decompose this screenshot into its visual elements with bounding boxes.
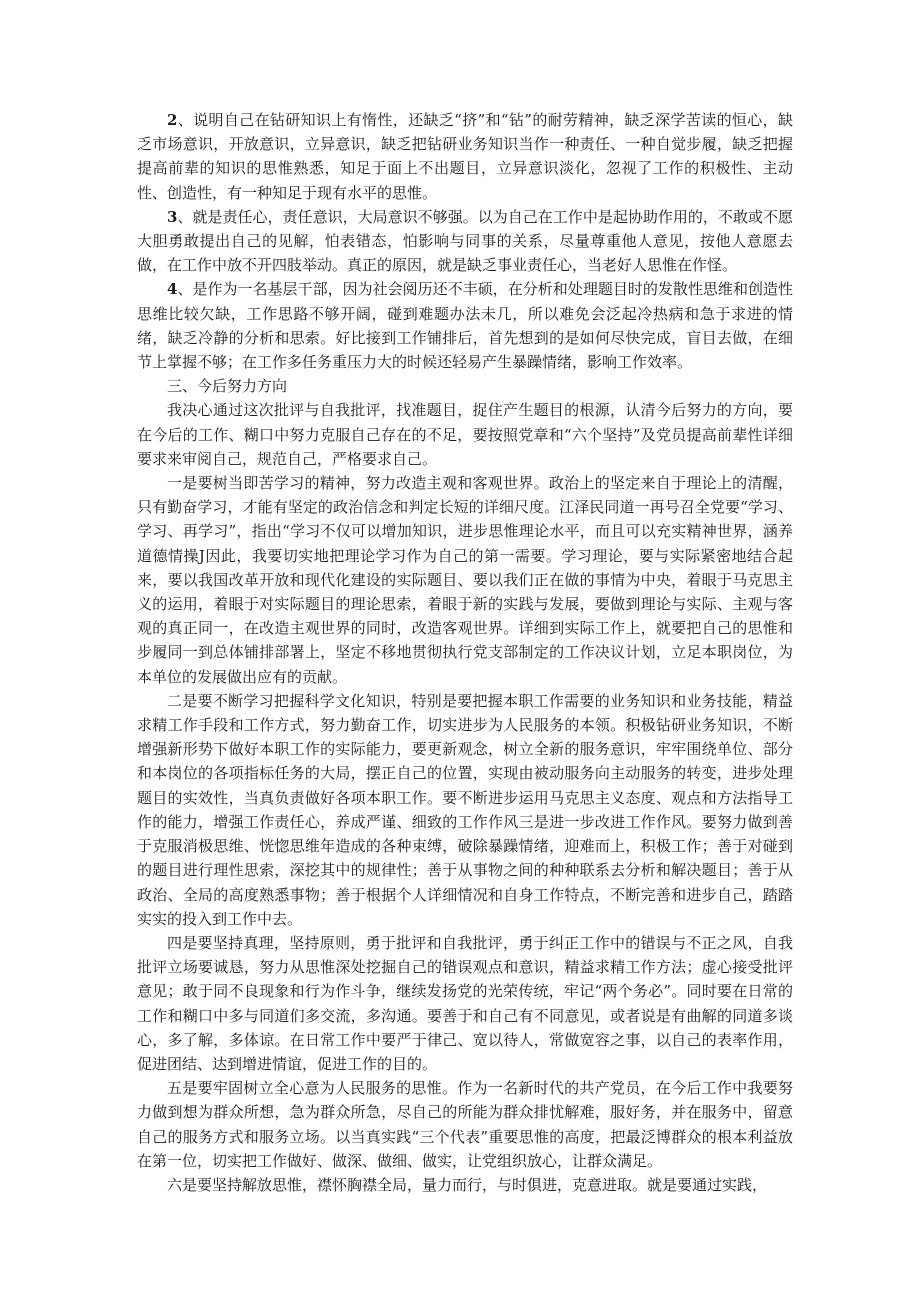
list-item-4 bbox=[137, 277, 793, 374]
list-item-2 bbox=[137, 108, 793, 205]
paragraph-five: 五是要牢固树立全心意为人民服务的思惟。作为一名新时代的共产党员，在今后工作中我要努力做到想为群众所想，急为群众所急，尽自己的所能为群众排忧解难，服好务，并在服务中，留意自己的服务方式和服务立场。以当真实践“三个代表”重要思惟的高度，把最泛博群众的根本利益放在第一位，切实把工作做好、做深、做细、做实，让党组织放心，让群众满足。 bbox=[137, 1079, 793, 1170]
item-text: 、说明自己在钻研知识上有惰性，还缺乏“挤”和“钻”的耐劳精神，缺乏深学苦读的恒心，缺乏市场意识，开放意识，立异意识，缺乏把钻研业务知识当作一种责任、一种自觉步履，缺乏把握提高前辈的知识的思惟熟悉，知足于面上不出题目，立异意识淡化，忽视了工作的积极性、主动性、创造性，有一种知足于现有水平的思惟。 bbox=[137, 111, 793, 202]
paragraph-one: 一是要树当即苦学习的精神，努力改造主观和客观世界。政治上的坚定来自于理论上的清醒，只有勤奋学习，才能有坚定的政治信念和判定长短的详细尺度。江泽民同道一再号召全党要“学习、学习、再学习”，指出“学习不仅可以增加知识，进步思惟理论水平，而且可以充实精神世界，涵养道德情操J因此，我要切实地把理论学习作为自己的第一需要。学习理论，要与实际紧密地结合起来，要以我国改革开放和现代化建设的实际题目、要以我们正在做的事情为中央，着眼于马克思主义的运用，着眼于对实际题目的理论思索，着眼于新的实践与发展，要做到理论与实际、主观与客观的真正同一，在改造主观世界的同时，改造客观世界。详细到实际工作上，就要把自己的思惟和步履同一到总体铺排部署上，坚定不移地贯彻执行党支部制定的工作决议计划，立足本职岗位，为本单位的发展做出应有的贡献。 bbox=[137, 474, 793, 686]
paragraph-two: 二是要不断学习把握科学文化知识，特别是要把握本职工作需要的业务知识和业务技能，精益求精工作手段和工作方式，努力勤奋工作，切实进步为人民服务的本领。积极钻研业务知识，不断增强新形势下做好本职工作的实际能力，要更新观念，树立全新的服务意识，牢牢围绕单位、部分和本岗位的各项指标任务的大局，摆正自己的位置，实现由被动服务向主动服务的转变，进步处理题目的实效性，当真负责做好各项本职工作。要不断进步运用马克思主义态度、观点和方法指导工作的能力，增强工作责任心，养成严谨、细致的工作作风三是进一步改进工作作风。要努力做到善于克服消极思维、恍惚思维年造成的各种束缚，破除暴躁情绪，迎难而上，积极工作；善于对碰到的题目进行理性思索，深挖其中的规律性；善于从事物之间的种种联系去分析和解决题目；善于从政治、全局的高度熟悉事物；善于根据个人详细情况和自身工作特点，不断完善和进步自己，踏踏实实的投入到工作中去。 bbox=[137, 691, 793, 928]
item-text: 、是作为一名基层干部，因为社会阅历还不丰硕，在分析和处理题目时的发散性思维和创造性思维比较欠缺，工作思路不够开阔，碰到难题办法未几，所以难免会泛起冷热病和急于求进的情绪，缺乏冷静的分析和思索。好比接到工作铺排后，首先想到的是如何尽快完成，盲目去做，在细节上掌握不够；在工作多任务重压力大的时候还轻易产生暴躁情绪，影响工作效率。 bbox=[137, 280, 793, 372]
section-heading: 三、今后努力方向 bbox=[167, 377, 288, 396]
list-item-3 bbox=[137, 205, 793, 278]
item-number: 3 bbox=[167, 207, 178, 226]
item-number: 2 bbox=[167, 111, 178, 129]
paragraph-intro: 我决心通过这次批评与自我批评，找准题目，捉住产生题目的根源，认清今后努力的方向，要在今后的工作、糊口中努力克服自己存在的不足，要按照党章和“六个坚持”及党员提高前辈性详细要求来审阅自己，规范自己，严格要求自己。 bbox=[137, 401, 793, 468]
paragraph-six: 六是要坚持解放思惟，襟怀胸襟全局，量力而行，与时俱进，克意进取。就是要通过实践， bbox=[167, 1175, 768, 1194]
paragraph-four: 四是要坚持真理，坚持原则，勇于批评和自我批评，勇于纠正工作中的错误与不正之风，自我批评立场要诚恳，努力从思惟深处挖掘自己的错误观点和意识，精益求精工作方法；虚心接受批评意见；敢于同不良现象和行为作斗争，继续发扬党的光荣传统，牢记“两个务必”。同时要在日常的工作和糊口中多与同道们多交流，多沟通。要善于和自己有不同意见，或者说是有曲解的同道多谈心，多了解，多体谅。在日常工作中要严于律己、宽以待人，常做宽容之事，以自己的表率作用，促进团结、达到增进情谊，促进工作的目的。 bbox=[137, 933, 793, 1073]
document-page bbox=[137, 108, 793, 1197]
item-text: 、就是责任心，责任意识，大局意识不够强。以为自己在工作中是起协助作用的，不敢或不愿大胆勇敢提出自己的见解，怕表错态，怕影响与同事的关系，尽量尊重他人意见，按他人意愿去做，在工作中放不开四肢举动。真正的原因，就是缺乏事业责任心，当老好人思惟在作怪。 bbox=[137, 207, 793, 275]
item-number: 4 bbox=[167, 280, 178, 299]
